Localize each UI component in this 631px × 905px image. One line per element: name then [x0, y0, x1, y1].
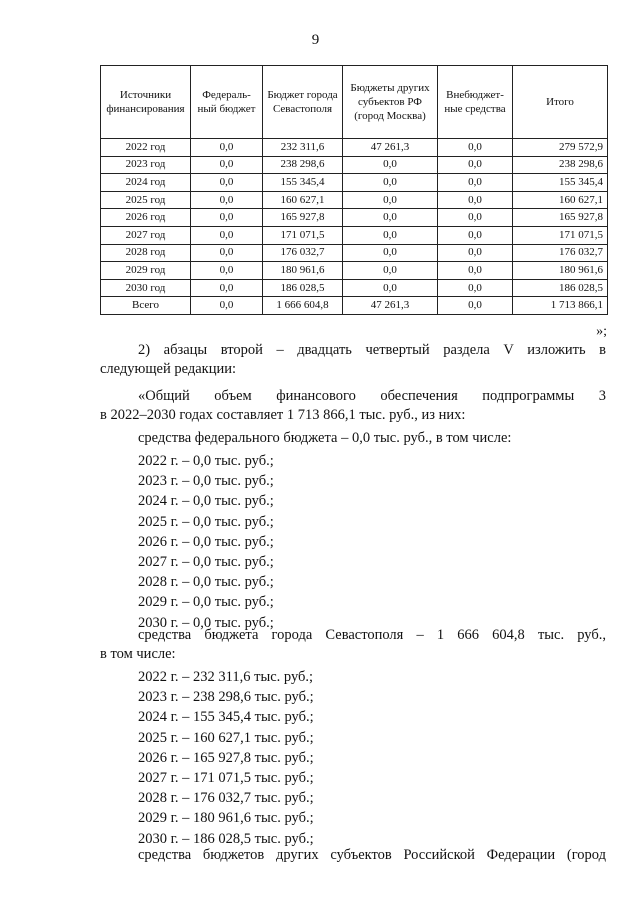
closing-quote: »;	[596, 324, 607, 339]
table-cell: 0,0	[438, 244, 513, 262]
table-header-row	[101, 66, 608, 139]
city-year-line: 2028 г. – 176 032,7 тыс. руб.;	[138, 790, 314, 807]
table-cell: 0,0	[343, 156, 438, 174]
table-cell: 2027 год	[101, 226, 191, 244]
city-year-line: 2029 г. – 180 961,6 тыс. руб.;	[138, 810, 314, 827]
other-subjects-line: средства бюджетов других субъектов Российской Федерации (город	[138, 847, 606, 863]
table-cell: 0,0	[438, 139, 513, 157]
table-cell: 0,0	[438, 174, 513, 192]
federal-year-line: 2027 г. – 0,0 тыс. руб.;	[138, 554, 274, 570]
federal-year-line: 2030 г. – 0,0 тыс. руб.;	[138, 614, 274, 631]
table-cell: 0,0	[438, 209, 513, 227]
table-cell: 0,0	[343, 279, 438, 297]
table-cell: 0,0	[343, 226, 438, 244]
federal-year-line: 2026 г. – 0,0 тыс. руб.;	[138, 533, 274, 550]
table-cell: 0,0	[191, 262, 263, 280]
table-cell: 0,0	[191, 174, 263, 192]
city-year-line: 2030 г. – 186 028,5 тыс. руб.;	[138, 830, 314, 847]
table-cell: 160 627,1	[263, 191, 343, 209]
city-year-line: 2022 г. – 232 311,6 тыс. руб.;	[138, 669, 314, 685]
table-cell: 0,0	[343, 191, 438, 209]
table-row	[101, 244, 608, 262]
table-cell: 0,0	[343, 174, 438, 192]
table-cell: 47 261,3	[343, 139, 438, 157]
paragraph-total-line1: «Общий объем финансового обеспечения подпрограммы 3	[138, 388, 606, 404]
table-cell: 2025 год	[101, 191, 191, 209]
table-cell: 0,0	[191, 156, 263, 174]
table-cell: 0,0	[438, 262, 513, 280]
table-row	[101, 226, 608, 244]
federal-year-line: 2024 г. – 0,0 тыс. руб.;	[138, 493, 274, 510]
table-row	[101, 191, 608, 209]
table-cell: 180 961,6	[513, 262, 608, 280]
table-cell: 171 071,5	[513, 226, 608, 244]
header-total: Итого	[513, 66, 608, 139]
financing-table	[100, 65, 608, 315]
header-extrabudgetary: Внебюджет-ные средства	[438, 66, 513, 139]
page-number: 9	[311, 32, 320, 48]
table-cell: 238 298,6	[263, 156, 343, 174]
table-cell: 160 627,1	[513, 191, 608, 209]
table-cell: 0,0	[343, 262, 438, 280]
city-year-line: 2026 г. – 165 927,8 тыс. руб.;	[138, 749, 314, 766]
table-cell: 176 032,7	[513, 244, 608, 262]
table-body	[101, 139, 608, 315]
table-row	[101, 262, 608, 280]
table-cell: 0,0	[438, 297, 513, 315]
table-cell: 165 927,8	[513, 209, 608, 227]
federal-heading: средства федерального бюджета – 0,0 тыс. руб., в том числе:	[138, 430, 512, 446]
table-cell: 2028 год	[101, 244, 191, 262]
table-cell: 232 311,6	[263, 139, 343, 157]
table-cell: 0,0	[438, 156, 513, 174]
table-cell: 279 572,9	[513, 139, 608, 157]
table-cell: 0,0	[438, 191, 513, 209]
header-sources: Источники финансирования	[101, 66, 191, 139]
table-cell: 0,0	[191, 244, 263, 262]
table-cell: 0,0	[343, 209, 438, 227]
table-cell: 155 345,4	[513, 174, 608, 192]
table-row	[101, 209, 608, 227]
paragraph-amend-line1: 2) абзацы второй – двадцать четвертый раздела V изложить в	[138, 342, 606, 358]
table-row	[101, 279, 608, 297]
table-cell: 0,0	[438, 279, 513, 297]
table-cell: 2026 год	[101, 209, 191, 227]
table-row	[101, 174, 608, 192]
table-cell: 47 261,3	[343, 297, 438, 315]
table-cell: 176 032,7	[263, 244, 343, 262]
table-cell: 0,0	[343, 244, 438, 262]
table-cell: 0,0	[191, 209, 263, 227]
table-cell: 2029 год	[101, 262, 191, 280]
table-cell: Всего	[101, 297, 191, 315]
city-year-line: 2023 г. – 238 298,6 тыс. руб.;	[138, 689, 314, 706]
header-federal: Федераль-ный бюджет	[191, 66, 263, 139]
federal-year-line: 2029 г. – 0,0 тыс. руб.;	[138, 594, 274, 611]
federal-year-line: 2022 г. – 0,0 тыс. руб.;	[138, 453, 274, 469]
table-cell: 155 345,4	[263, 174, 343, 192]
table-cell: 180 961,6	[263, 262, 343, 280]
table-cell: 165 927,8	[263, 209, 343, 227]
table-cell: 2022 год	[101, 139, 191, 157]
city-year-line: 2027 г. – 171 071,5 тыс. руб.;	[138, 770, 314, 786]
table-cell: 238 298,6	[513, 156, 608, 174]
table-row	[101, 297, 608, 315]
table-cell: 2024 год	[101, 174, 191, 192]
table-cell: 186 028,5	[263, 279, 343, 297]
table-cell: 171 071,5	[263, 226, 343, 244]
federal-year-line: 2028 г. – 0,0 тыс. руб.;	[138, 574, 274, 591]
city-heading-line2: в том числе:	[100, 646, 176, 662]
table-row	[101, 156, 608, 174]
table-cell: 0,0	[191, 191, 263, 209]
paragraph-total-line2: в 2022–2030 годах составляет 1 713 866,1 тыс. руб., из них:	[100, 407, 466, 423]
city-year-line: 2024 г. – 155 345,4 тыс. руб.;	[138, 709, 314, 726]
city-heading-line1: средства бюджета города Севастополя – 1 666 604,8 тыс. руб.,	[138, 627, 606, 643]
table-cell: 2023 год	[101, 156, 191, 174]
table-cell: 0,0	[438, 226, 513, 244]
federal-year-line: 2023 г. – 0,0 тыс. руб.;	[138, 473, 274, 490]
table-cell: 1 666 604,8	[263, 297, 343, 315]
table-row	[101, 139, 608, 157]
federal-year-line: 2025 г. – 0,0 тыс. руб.;	[138, 513, 274, 530]
table-cell: 0,0	[191, 226, 263, 244]
header-other-subjects: Бюджеты других субъектов РФ (город Москва)	[343, 66, 438, 139]
table-cell: 0,0	[191, 279, 263, 297]
header-city-budget: Бюджет города Севастополя	[263, 66, 343, 139]
paragraph-amend-line2: следующей редакции:	[100, 361, 237, 377]
city-year-line: 2025 г. – 160 627,1 тыс. руб.;	[138, 729, 314, 746]
table-cell: 0,0	[191, 139, 263, 157]
table-cell: 0,0	[191, 297, 263, 315]
table-cell: 186 028,5	[513, 279, 608, 297]
table-cell: 1 713 866,1	[513, 297, 608, 315]
table-cell: 2030 год	[101, 279, 191, 297]
